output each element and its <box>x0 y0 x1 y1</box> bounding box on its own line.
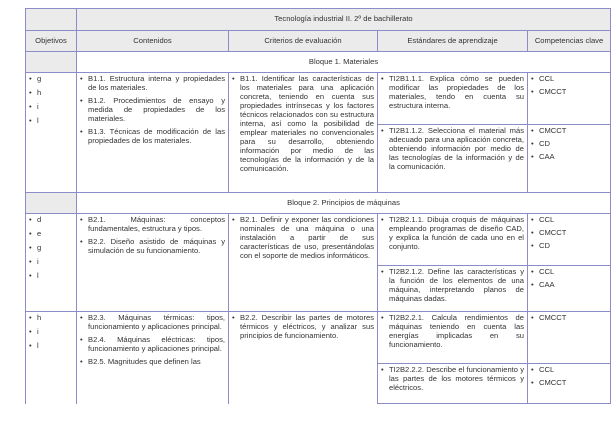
block-objectives-spacer <box>26 52 77 73</box>
objetivo-item: • g <box>29 75 73 84</box>
competencia-item: • CCL <box>531 75 607 84</box>
objetivo-item: • l <box>29 272 73 281</box>
objetivo-item: • h <box>29 314 73 323</box>
contenido-item: • B1.1. Estructura interna y propiedades de los materiales. <box>80 75 225 93</box>
contenidos-cell <box>77 214 229 312</box>
contenido-item: • B2.3. Máquinas térmicas: tipos, funcionamiento y aplicaciones principal. <box>80 314 225 332</box>
contenidos-cell <box>77 312 229 404</box>
criterio-text: • B2.2. Describir las partes de motores térmicos y eléctricos, y analizar sus principios de funcionamiento. <box>232 314 374 341</box>
estandar-text: • TI2B2.1.1. Dibuja croquis de máquinas empleando programas de diseño CAD, y explica la función de cada uno en el conjunto. <box>381 216 524 252</box>
header-competencias: Competencias clave <box>528 31 611 52</box>
objetivo-item: • e <box>29 230 73 239</box>
contenidos-cell <box>77 73 229 193</box>
objetivo-item: • g <box>29 244 73 253</box>
curriculum-table <box>25 8 611 404</box>
contenido-item: • B2.2. Diseño asistido de máquinas y simulación de su funcionamiento. <box>80 238 225 256</box>
criterio-text: • B1.1. Identificar las características de los materiales para una aplicación concreta, teniendo en cuenta sus propiedades intrínsecas y los factores técnicos relacionados con su estructura interna, así como la posibilidad de emplear materiales no convencionales para su desarrollo, obteniendo información por medio de las tecnologías de la información y de la comunicación. <box>232 75 374 173</box>
block-objectives-spacer <box>26 193 77 214</box>
competencia-item: • CMCCT <box>531 88 607 97</box>
block-title: Bloque 1. Materiales <box>77 52 611 73</box>
criterio-cell <box>229 73 378 193</box>
criterio-cell <box>229 312 378 404</box>
competencia-item: • CMCCT <box>531 379 607 388</box>
objetivo-item: • l <box>29 342 73 351</box>
competencia-item: • CAA <box>531 281 607 290</box>
competencias-cell <box>528 364 611 404</box>
contenido-item: • B2.1. Máquinas: conceptos fundamentales, estructura y tipos. <box>80 216 225 234</box>
header-criterios: Criterios de evaluación <box>229 31 378 52</box>
competencia-item: • CMCCT <box>531 127 607 136</box>
objetivos-cell <box>26 214 77 312</box>
contenido-item: • B1.3. Técnicas de modificación de las propiedades de los materiales. <box>80 128 225 146</box>
contenido-item: • B1.2. Procedimientos de ensayo y medida de propiedades de los materiales. <box>80 97 225 124</box>
objetivo-item: • i <box>29 103 73 112</box>
estandar-cell <box>378 312 528 364</box>
block-title: Bloque 2. Principios de máquinas <box>77 193 611 214</box>
estandar-text: • TI2B1.1.2. Selecciona el material más adecuado para una aplicación concreta, obteniendo información por medio de las tecnologías de la información y de la comunicación. <box>381 127 524 172</box>
estandar-text: • TI2B2.2.2. Describe el funcionamiento y las partes de los motores térmicos y eléctricos. <box>381 366 524 393</box>
competencias-cell <box>528 266 611 312</box>
contenido-item: • B2.5. Magnitudes que definen las <box>80 358 225 367</box>
competencia-item: • CAA <box>531 153 607 162</box>
header-contenidos: Contenidos <box>77 31 229 52</box>
estandar-text: • TI2B1.1.1. Explica cómo se pueden modificar las propiedades de los materiales, tendo en cuenta su estructura interna. <box>381 75 524 111</box>
competencias-cell <box>528 214 611 266</box>
objetivo-item: • l <box>29 117 73 126</box>
competencia-item: • CCL <box>531 366 607 375</box>
competencia-item: • CD <box>531 140 607 149</box>
estandar-text: • TI2B2.1.2. Define las características y la función de los elementos de una máquina, interpretando planos de máquinas dadas. <box>381 268 524 304</box>
objetivo-item: • h <box>29 89 73 98</box>
table-title: Tecnología industrial II. 2º de bachillerato <box>77 9 611 31</box>
competencias-cell <box>528 125 611 193</box>
estandar-cell <box>378 214 528 266</box>
header-estandares: Estándares de aprendizaje <box>378 31 528 52</box>
estandar-cell <box>378 125 528 193</box>
competencias-cell <box>528 73 611 125</box>
competencias-cell <box>528 312 611 364</box>
competencia-item: • CCL <box>531 268 607 277</box>
competencia-item: • CCL <box>531 216 607 225</box>
objetivo-item: • i <box>29 258 73 267</box>
estandar-cell <box>378 364 528 404</box>
competencia-item: • CMCCT <box>531 229 607 238</box>
competencia-item: • CMCCT <box>531 314 607 323</box>
objetivos-cell <box>26 312 77 404</box>
competencia-item: • CD <box>531 242 607 251</box>
header-objetivos: Objetivos <box>26 31 77 52</box>
blank-corner-cell <box>26 9 77 31</box>
estandar-cell <box>378 73 528 125</box>
estandar-text: • TI2B2.2.1. Calcula rendimientos de máquinas teniendo en cuenta las energías implicadas en su funcionamiento. <box>381 314 524 350</box>
estandar-cell <box>378 266 528 312</box>
objetivo-item: • d <box>29 216 73 225</box>
contenido-item: • B2.4. Máquinas eléctricas: tipos, funcionamiento y aplicaciones principal. <box>80 336 225 354</box>
objetivos-cell <box>26 73 77 193</box>
objetivo-item: • i <box>29 328 73 337</box>
criterio-text: • B2.1. Definir y exponer las condiciones nominales de una máquina o una instalación a partir de sus características de uso, presentándolas con el soporte de medios informáticos. <box>232 216 374 261</box>
criterio-cell <box>229 214 378 312</box>
